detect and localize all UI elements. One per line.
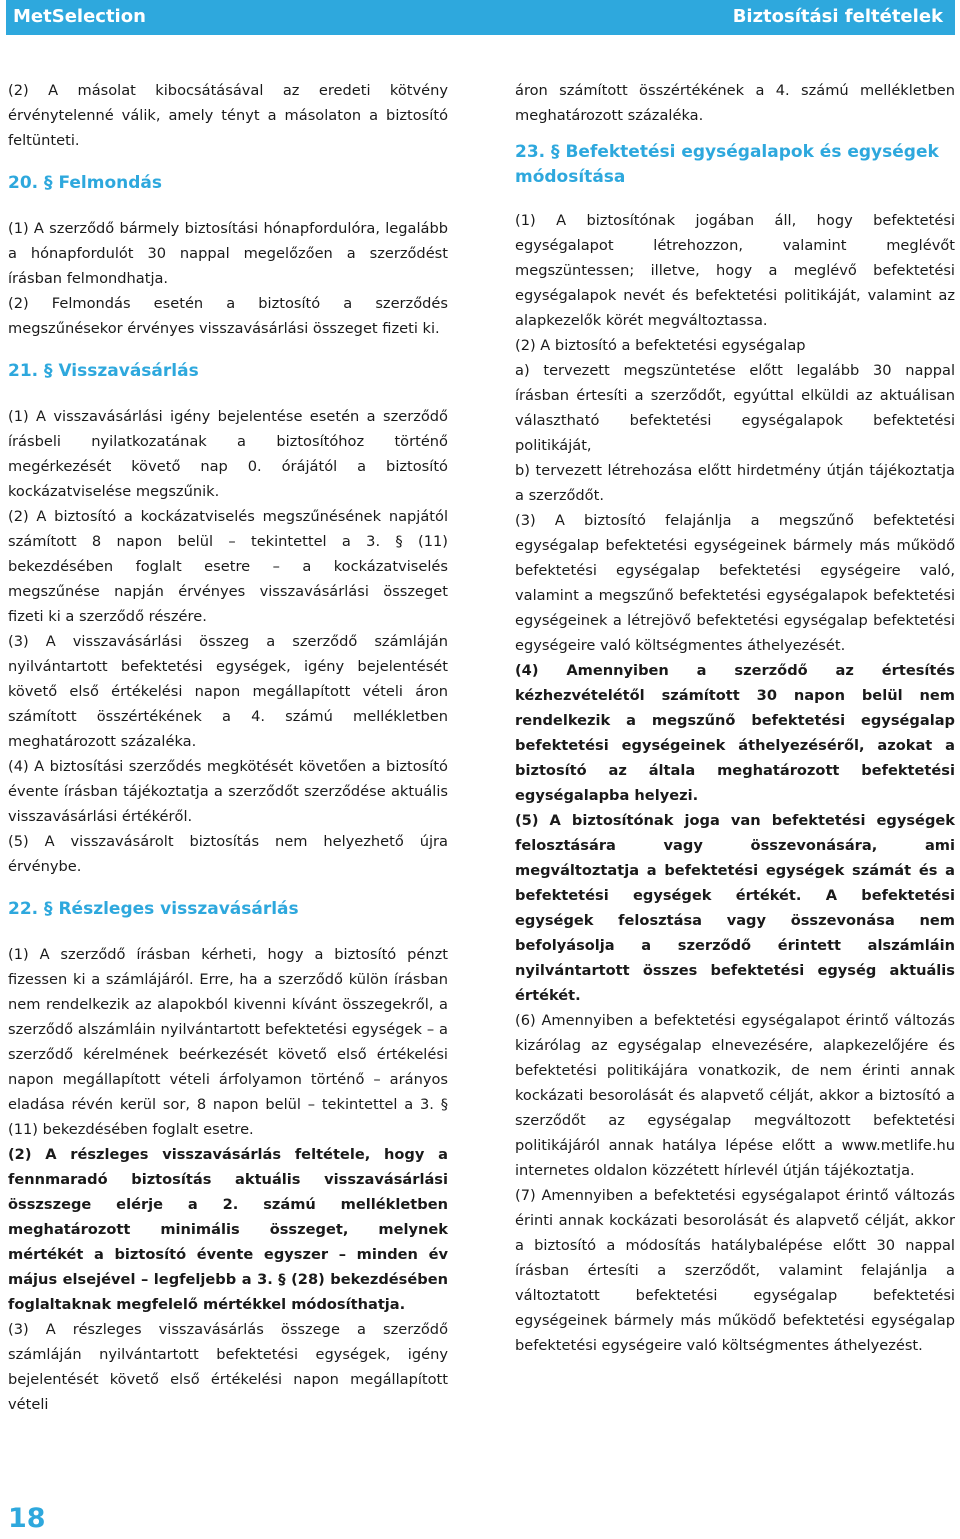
paragraph: (2) A másolat kibocsátásával az eredeti kötvény érvénytelenné válik, amely tényt a másolaton a biztosító feltünteti. [8, 82, 448, 149]
paragraph: (2) A biztosító a kockázatviselés megszűnésének napjától számított 8 napon belül – tekintettel a 3. § (11) bekezdésében foglalt esetre – a kockázatviselés megszűnése napján érvényes visszavásárlási összeget fizeti ki a szerződő részére. [8, 508, 448, 625]
paragraph: (6) Amennyiben a befektetési egységalapot érintő változás kizárólag az egységalap elnevezésére, alapkezelőjére és befektetési politikájára vonatkozik, de nem érinti annak kockázati besorolását és alapvető célját, akkor a biztosító a szerződőt az egységalap megváltozott befektetési politikájáról annak hatálya lépése előtt a www.metlife.hu internetes oldalon közzétett hírlevél útján tájékoztatja. [515, 1012, 955, 1179]
paragraph: (2) A biztosító a befektetési egységalap [515, 337, 806, 354]
paragraph: a) tervezett megszüntetése előtt legalább 30 nappal írásban értesíti a szerződőt, egyúttal elküldi az aktuálisan választható befektetési egységalapok befektetési politikáját, [515, 362, 955, 454]
paragraph-bold: (2) A részleges visszavásárlás feltétele, hogy a fennmaradó biztosítás aktuális visszavásárlási összszege elérje a 2. számú mellékletben meghatározott minimális összeget, melynek mértékét a biztosító évente egyszer – minden év május elsejével – legfeljebb a 3. § (28) bekezdésében foglaltaknak megfelelő mértékkel módosíthatja. [8, 1146, 448, 1313]
paragraph: b) tervezett létrehozása előtt hirdetmény útján tájékoztatja a szerződőt. [515, 462, 955, 504]
paragraph: (4) A biztosítási szerződés megkötését követően a biztosító évente írásban tájékoztatja a szerződőt szerződése aktuális visszavásárlási értékéről. [8, 758, 448, 825]
paragraph: (2) Felmondás esetén a biztosító a szerződés megszűnésekor érvényes visszavásárlási összeget fizeti ki. [8, 295, 448, 337]
paragraph: (1) A visszavásárlási igény bejelentése esetén a szerződő írásbeli nyilatkozatának a biztosítóhoz történő megérkezését követő nap 0. órájától a biztosító kockázatviselése megszűnik. [8, 408, 448, 500]
paragraph: áron számított összértékének a 4. számú mellékletben meghatározott százaléka. [515, 82, 955, 124]
left-column [8, 78, 448, 1417]
paragraph-bold: (4) Amennyiben a szerződő az értesítés kézhezvételétől számított 30 napon belül nem rendelkezik a megszűnő befektetési egységalap befektetési egységeinek áthelyezéséről, azokat a biztosító az általa meghatározott befektetési egységalapba helyezi. [515, 662, 955, 804]
section-heading-21: 21. § Visszavásárlás [8, 361, 199, 381]
section-heading-22: 22. § Részleges visszavásárlás [8, 899, 299, 919]
paragraph: (3) A visszavásárlási összeg a szerződő számláján nyilvántartott befektetési egységek, igény bejelentését követő első értékelési napon megállapított vételi áron számított összértékének a 4. számú mellékletben meghatározott százaléka. [8, 633, 448, 750]
paragraph: (3) A részleges visszavásárlás összege a szerződő számláján nyilvántartott befektetési egységek, igény bejelentését követő első értékelési napon megállapított vételi [8, 1321, 448, 1413]
paragraph: (1) A szerződő írásban kérheti, hogy a biztosító pénzt fizessen ki a számlájáról. Erre, ha a szerződő külön írásban nem rendelkezik az alapokból kivenni kívánt összegekről, a szerződő alszámláin nyilvántartott befektetési egységek – a szerződő kérelmének beérkezését követő első értékelési napon megállapított vételi árfolyamon történő – arányos eladása révén kerül sor, 8 napon belül – tekintettel a 3. § (11) bekezdésében foglalt esetre. [8, 946, 448, 1138]
paragraph: (1) A biztosítónak jogában áll, hogy befektetési egységalapot létrehozzon, valamint meglévőt megszüntessen; illetve, hogy a meglévő befektetési egységalapok nevét és befektetési politikáját, valamint az alapkezelők körét megváltoztassa. [515, 212, 955, 329]
page-number: 18 [8, 1503, 46, 1534]
section-heading-23: 23. § Befektetési egységalapok és egységek módosítása [515, 142, 939, 187]
right-column [515, 78, 955, 1358]
header-brand: MetSelection [13, 6, 146, 27]
page-header [6, 0, 955, 35]
header-section-title: Biztosítási feltételek [732, 6, 943, 27]
paragraph: (7) Amennyiben a befektetési egységalapot érintő változás érinti annak kockázati besorolását és alapvető célját, akkor a biztosító a módosítás hatálybalépése előtt 30 nappal írásban értesíti a szerződőt, valamint felajánlja a változtatott befektetési egységalap befektetési egységeinek bármely más működő befektetési egységalap befektetési egységeire való költségmentes áthelyezést. [515, 1187, 955, 1354]
paragraph: (5) A visszavásárolt biztosítás nem helyezhető újra érvénybe. [8, 833, 448, 875]
paragraph: (3) A biztosító felajánlja a megszűnő befektetési egységalap befektetési egységeinek bármely más működő befektetési egységalap befektetési egységeire való, valamint a megszűnő befektetési egységalapok befektetési egységeinek a létrejövő befektetési egységalap befektetési egységeire való költségmentes áthelyezését. [515, 512, 955, 654]
section-heading-20: 20. § Felmondás [8, 173, 162, 193]
paragraph: (1) A szerződő bármely biztosítási hónapfordulóra, legalább a hónapfordulót 30 nappal megelőzően a szerződést írásban felmondhatja. [8, 220, 448, 287]
paragraph-bold: (5) A biztosítónak joga van befektetési egységek felosztására vagy összevonására, ami megváltoztatja a befektetési egységek számát és a befektetési egységek értékét. A befektetési egységek felosztása vagy összevonása nem befolyásolja a szerződő érintett alszámláin nyilvántartott összes befektetési egység aktuális értékét. [515, 812, 955, 1004]
